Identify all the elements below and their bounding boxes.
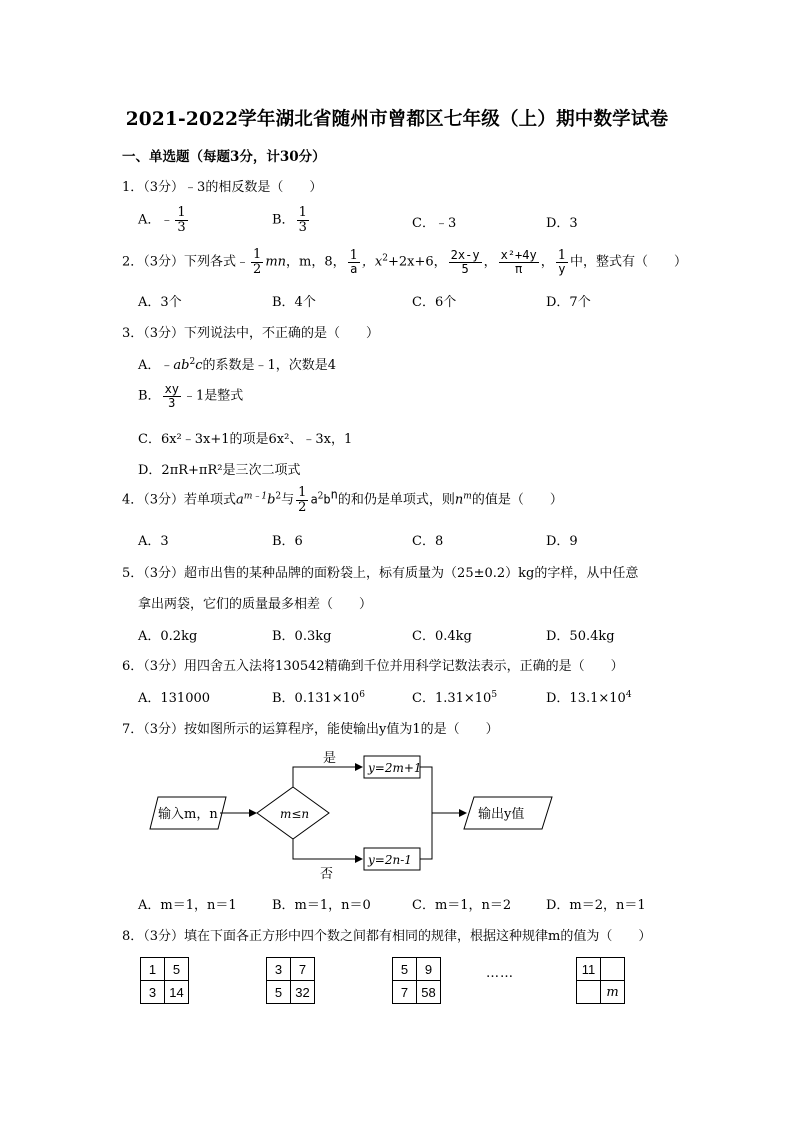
numerator: 1 <box>298 485 307 500</box>
grid-cell: 32 <box>291 981 315 1004</box>
fraction <box>251 248 263 276</box>
term: ，m，8， <box>286 254 346 270</box>
question-7-option-a[interactable]: A．m＝1，n＝1 <box>138 898 237 913</box>
question-1-option-c[interactable]: C．﹣3 <box>412 216 457 231</box>
grid-cell: 9 <box>417 958 441 981</box>
no-process-label: y=2n-1 <box>368 853 412 867</box>
denominator: a <box>350 262 358 277</box>
numerator: 1 <box>349 247 358 263</box>
denominator: y <box>558 262 566 277</box>
option-text: 的系数是﹣1，次数是4 <box>202 358 337 373</box>
arrow-yes-branch <box>293 767 362 787</box>
grid-cell: 3 <box>141 981 165 1004</box>
number-grid-4 <box>576 957 625 1004</box>
term: ，x <box>361 254 383 270</box>
fraction <box>556 249 568 276</box>
number-grid-2 <box>266 957 315 1004</box>
question-1-option-d[interactable]: D．3 <box>546 216 578 231</box>
stem-text: 的和仍是单项式，则 <box>337 492 455 508</box>
question-4-option-b[interactable]: B．6 <box>272 534 303 549</box>
question-3-option-d[interactable]: D．2πR+πR²是三次二项式 <box>138 463 301 478</box>
fraction <box>175 206 187 234</box>
question-5-option-d[interactable]: D．50.4kg <box>546 629 615 644</box>
grid-cell <box>577 981 601 1004</box>
question-1-option-a[interactable] <box>138 206 190 234</box>
denominator: 2 <box>298 499 307 515</box>
denominator: 3 <box>298 219 307 235</box>
question-4-option-a[interactable]: A．3 <box>138 534 169 549</box>
exponent: 4 <box>625 690 632 700</box>
option-text: C．1.31×10 <box>412 691 492 706</box>
denominator: π <box>515 261 523 276</box>
numerator: 2x-y <box>450 248 480 263</box>
exponent: 5 <box>491 690 498 700</box>
term: +2x+6， <box>388 254 447 270</box>
question-8-stem: 8．（3分）填在下面各正方形中四个数之间都有相同的规律，根据这种规律m的值为（ ） <box>122 929 652 944</box>
grid-cell: 5 <box>267 981 291 1004</box>
question-4-option-d[interactable]: D．9 <box>546 534 578 549</box>
numerator: x²+4y <box>500 248 537 263</box>
fraction <box>163 383 181 409</box>
number-grid-3 <box>392 957 441 1004</box>
no-label: 否 <box>320 867 334 882</box>
minus-sign: ﹣ <box>160 212 174 228</box>
numerator: 1 <box>557 247 567 263</box>
question-3-stem: 3．（3分）下列说法中，不正确的是（ ） <box>122 326 380 341</box>
question-7-option-b[interactable]: B．m＝1，n＝0 <box>272 898 371 913</box>
numerator: xy <box>164 382 180 396</box>
question-6-option-d[interactable] <box>546 687 632 706</box>
yes-process-label: y=2m+1 <box>368 761 422 775</box>
question-6-option-c[interactable] <box>412 687 497 706</box>
question-5-option-c[interactable]: C．0.4kg <box>412 629 472 644</box>
denominator: 5 <box>461 261 469 276</box>
grid-cell: 11 <box>577 958 601 981</box>
stem-text: 4．（3分）若单项式 <box>122 492 237 508</box>
question-3-option-a[interactable]: A．$﹣ab^2c$的系数是﹣1，次数是4 <box>138 357 337 373</box>
question-7-option-c[interactable]: C．m＝1，n＝2 <box>412 898 512 913</box>
stem-text: 的值是（ ） <box>471 492 563 508</box>
grid-cell: 7 <box>393 981 417 1004</box>
denominator: 2 <box>253 261 262 277</box>
term: ab <box>173 358 190 373</box>
grid-cell: m <box>601 981 625 1004</box>
fraction <box>449 249 482 275</box>
question-5-stem-line-1: 5．（3分）超市出售的某种品牌的面粉袋上，标有质量为（25±0.2）kg的字样，从中任意 <box>122 566 639 581</box>
question-6-option-b[interactable] <box>272 687 365 706</box>
fraction <box>348 249 360 276</box>
question-6-option-a[interactable]: A．131000 <box>138 691 211 706</box>
exponent: 6 <box>359 690 365 700</box>
option-text: D．13.1×10 <box>546 691 626 706</box>
option-text: B．0.131×10 <box>272 691 360 706</box>
input-label: 输入m，n <box>158 807 218 822</box>
question-2-option-b[interactable]: B．4个 <box>272 295 316 310</box>
grid-cell: 14 <box>165 981 189 1004</box>
option-label: B． <box>272 212 295 228</box>
question-5-stem-line-2: 拿出两袋，它们的质量最多相差（ ） <box>138 597 373 612</box>
grid-cell: 5 <box>165 958 189 981</box>
numerator: 1 <box>177 205 186 220</box>
yes-label: 是 <box>323 751 337 766</box>
question-2-option-a[interactable]: A．3个 <box>138 295 182 310</box>
option-text: ﹣1是整式 <box>183 388 244 404</box>
fraction <box>499 249 539 275</box>
grid-cell <box>601 958 625 981</box>
flowchart <box>140 745 570 885</box>
question-1-stem: 1．（3分）﹣3的相反数是（ ） <box>122 180 323 195</box>
question-2-stem: 2．（3分）下列各式﹣ $\frac{1}{2}$ mn，m，8， $\frac{1}{a}$ ，$x^2+2x+6$， $\frac{2x-y}{5}$ ， $\frac{\text{x²+4y}}{\pi}$ ， $\frac{1}{y}$ 中，整式有（ ） <box>122 247 688 277</box>
grid-cell: 1 <box>141 958 165 981</box>
page-title: 2021-2022学年湖北省随州市曾都区七年级（上）期中数学试卷 <box>125 109 669 130</box>
question-2-option-d[interactable]: D．7个 <box>546 295 591 310</box>
question-4-stem: 4．（3分）若单项式$a^{m﹣1}b^2$与 $\frac{1}{2}$ $a^2b^n$的和仍是单项式，则$n^m$的值是（ ） <box>122 485 563 515</box>
number-grid-1 <box>140 957 189 1004</box>
option-label: A．﹣ <box>138 358 174 373</box>
denominator: 3 <box>177 219 186 235</box>
question-6-stem: 6．（3分）用四舍五入法将130542精确到千位并用科学记数法表示，正确的是（ ） <box>122 659 624 674</box>
grid-cell: 58 <box>417 981 441 1004</box>
question-2-option-c[interactable]: C．6个 <box>412 295 457 310</box>
question-7-stem: 7．（3分）按如图所示的运算程序，能使输出y值为1的是（ ） <box>122 722 499 737</box>
arrow-no-branch <box>293 839 362 859</box>
decision-label: m≤n <box>280 807 310 821</box>
fraction <box>296 486 308 514</box>
output-label: 输出y值 <box>478 807 525 822</box>
question-1-option-b[interactable] <box>272 206 311 234</box>
option-label: B． <box>138 388 161 404</box>
option-label: A． <box>138 212 161 228</box>
merge-line <box>420 767 432 859</box>
stem-text: 2．（3分）下列各式﹣ <box>122 254 250 270</box>
term: mn <box>265 254 287 270</box>
numerator: 1 <box>253 247 262 262</box>
question-5-option-b[interactable]: B．0.3kg <box>272 629 332 644</box>
grid-cell: 5 <box>393 958 417 981</box>
question-3-option-c[interactable]: C．6x²﹣3x+1的项是6x²、﹣3x，1 <box>138 432 353 447</box>
stem-text: 中，整式有（ ） <box>570 254 688 270</box>
denominator: 3 <box>168 395 176 410</box>
stem-text: 与 <box>281 492 295 508</box>
grid-cell: 3 <box>267 958 291 981</box>
numerator: 1 <box>298 205 307 220</box>
grid-cell: 7 <box>291 958 315 981</box>
question-5-option-a[interactable]: A．0.2kg <box>138 629 198 644</box>
question-3-option-b[interactable] <box>138 383 243 409</box>
term: c <box>195 358 203 373</box>
question-7-option-d[interactable]: D．m＝2，n＝1 <box>546 898 646 913</box>
fraction <box>297 206 309 234</box>
question-4-option-c[interactable]: C．8 <box>412 534 444 549</box>
section-heading: 一、单选题（每题3分，计30分） <box>122 149 326 165</box>
ellipsis-dots: …… <box>486 966 514 981</box>
